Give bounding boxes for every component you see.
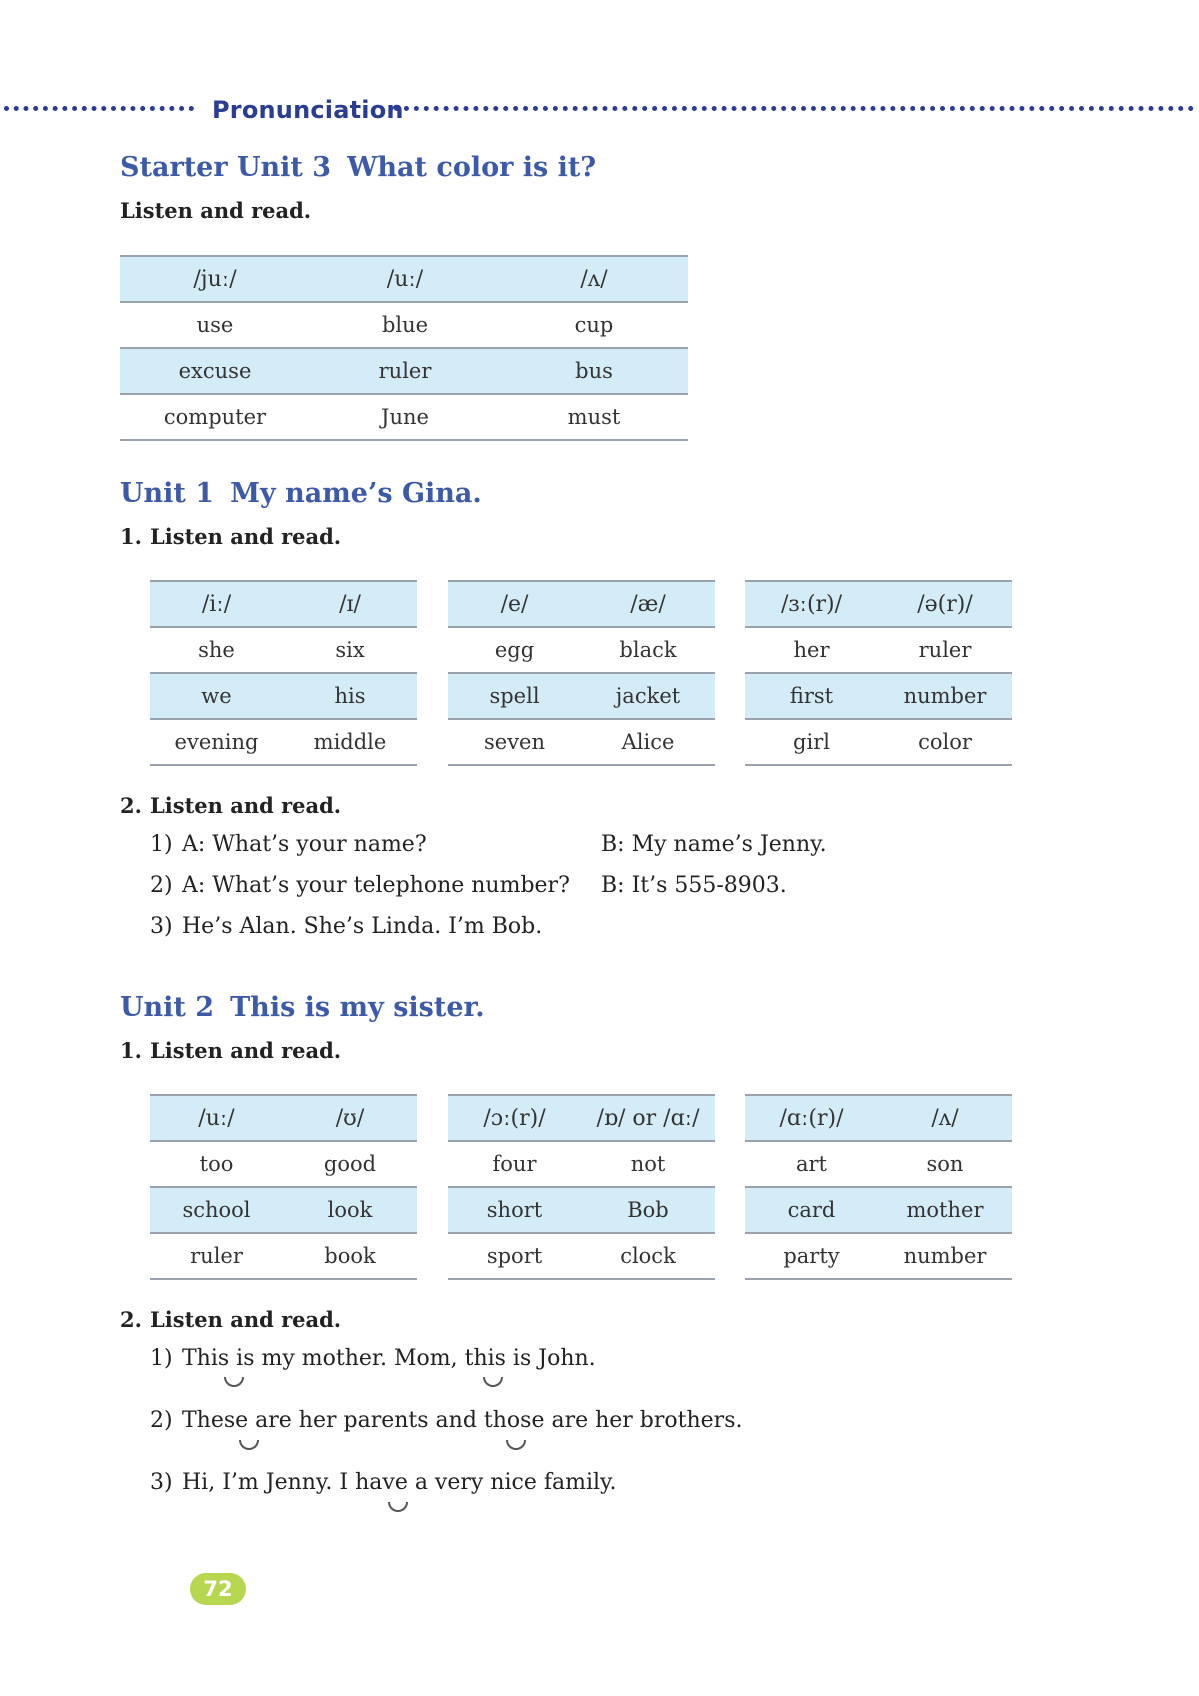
table-cell: first (745, 673, 878, 719)
exercise-number: 1. (120, 524, 142, 549)
dialogue-line-1 (150, 832, 427, 857)
dialogue-line-2-b: B: It’s 555-8903. (601, 873, 787, 898)
table-cell: look (283, 1187, 417, 1233)
table-cell: girl (745, 719, 878, 765)
unit-subtitle: What color is it? (347, 152, 597, 183)
table-header: /ʊ/ (283, 1095, 417, 1141)
exercise-number: 1. (120, 1038, 142, 1063)
starter-sound-table (120, 255, 688, 441)
linking-mark (224, 1377, 244, 1387)
table-cell: party (745, 1233, 878, 1279)
unit-subtitle: This is my sister. (230, 992, 485, 1023)
unit1-table-2 (448, 580, 715, 766)
line-number: 2) (150, 1408, 173, 1433)
line-number: 1) (150, 1346, 173, 1371)
sentence-line-2 (150, 1408, 742, 1433)
exercise-number: 2. (120, 793, 142, 818)
unit1-table-1 (150, 580, 417, 766)
unit2-ex1-instruction (120, 1038, 341, 1063)
table-header: /juː/ (120, 256, 310, 302)
table-cell: school (150, 1187, 283, 1233)
starter-instruction: Listen and read. (120, 198, 312, 223)
line-number: 3) (150, 1470, 173, 1495)
sentence-line-1 (150, 1346, 596, 1371)
table-cell: book (283, 1233, 417, 1279)
exercise-number: 2. (120, 1307, 142, 1332)
table-cell: four (448, 1141, 581, 1187)
unit1-ex1-instruction (120, 524, 341, 549)
table-cell: June (310, 394, 500, 440)
dialogue-line-1-b: B: My name’s Jenny. (601, 832, 827, 857)
line-text: Hi, I’m Jenny. I have a very nice family. (182, 1470, 617, 1495)
speaker-a-text: A: What’s your name? (182, 832, 427, 857)
unit2-table-2 (448, 1094, 715, 1280)
table-cell: Alice (581, 719, 715, 765)
starter-unit3-title (120, 152, 596, 183)
line-number: 2) (150, 873, 173, 898)
table-cell: her (745, 627, 878, 673)
linking-mark (388, 1502, 408, 1512)
table-header: /ʌ/ (500, 256, 688, 302)
table-cell: bus (500, 348, 688, 394)
line-text: This is my mother. Mom, this is John. (182, 1346, 596, 1371)
table-cell: egg (448, 627, 581, 673)
header-dots-right (394, 106, 1194, 111)
table-header: /iː/ (150, 581, 283, 627)
table-header: /ʌ/ (878, 1095, 1012, 1141)
unit1-title (120, 478, 482, 509)
table-cell: jacket (581, 673, 715, 719)
table-cell: cup (500, 302, 688, 348)
unit-label: Unit 2 (120, 992, 215, 1023)
exercise-label: Listen and read. (150, 524, 342, 549)
dialogue-line-3 (150, 914, 542, 939)
table-cell: blue (310, 302, 500, 348)
table-cell: she (150, 627, 283, 673)
unit2-table-1 (150, 1094, 417, 1280)
table-header: /ɪ/ (283, 581, 417, 627)
table-cell: middle (283, 719, 417, 765)
page-number-badge: 72 (190, 1573, 246, 1605)
unit2-table-3 (745, 1094, 1012, 1280)
line-number: 3) (150, 914, 173, 939)
table-cell: mother (878, 1187, 1012, 1233)
table-header: /ə(r)/ (878, 581, 1012, 627)
section-title: Pronunciation (212, 96, 404, 124)
table-cell: must (500, 394, 688, 440)
table-cell: ruler (878, 627, 1012, 673)
exercise-label: Listen and read. (150, 793, 342, 818)
table-header: /ɑː(r)/ (745, 1095, 878, 1141)
table-cell: number (878, 673, 1012, 719)
table-cell: six (283, 627, 417, 673)
dialogue-line-2 (150, 873, 570, 898)
table-cell: short (448, 1187, 581, 1233)
table-cell: we (150, 673, 283, 719)
table-cell: too (150, 1141, 283, 1187)
unit-label: Unit 1 (120, 478, 215, 509)
table-cell: not (581, 1141, 715, 1187)
table-cell: evening (150, 719, 283, 765)
table-cell: number (878, 1233, 1012, 1279)
linking-mark (239, 1440, 259, 1450)
exercise-label: Listen and read. (150, 1307, 342, 1332)
table-cell: sport (448, 1233, 581, 1279)
table-cell: ruler (150, 1233, 283, 1279)
unit1-ex2-instruction (120, 793, 341, 818)
table-cell: good (283, 1141, 417, 1187)
table-cell: spell (448, 673, 581, 719)
table-header: /uː/ (310, 256, 500, 302)
line-number: 1) (150, 832, 173, 857)
line-text: He’s Alan. She’s Linda. I’m Bob. (182, 914, 543, 939)
table-cell: black (581, 627, 715, 673)
table-header: /e/ (448, 581, 581, 627)
unit-label: Starter Unit 3 (120, 152, 332, 183)
table-cell: son (878, 1141, 1012, 1187)
table-header: /ɒ/ or /ɑː/ (581, 1095, 715, 1141)
table-header: /æ/ (581, 581, 715, 627)
speaker-a-text: A: What’s your telephone number? (182, 873, 570, 898)
table-cell: color (878, 719, 1012, 765)
table-cell: his (283, 673, 417, 719)
table-cell: ruler (310, 348, 500, 394)
table-cell: use (120, 302, 310, 348)
table-cell: seven (448, 719, 581, 765)
table-cell: clock (581, 1233, 715, 1279)
linking-mark (483, 1377, 503, 1387)
sentence-line-3 (150, 1470, 617, 1495)
table-header: /ɔː(r)/ (448, 1095, 581, 1141)
unit2-ex2-instruction (120, 1307, 341, 1332)
line-text: These are her parents and those are her brothers. (182, 1408, 743, 1433)
unit-subtitle: My name’s Gina. (230, 478, 482, 509)
exercise-label: Listen and read. (150, 1038, 342, 1063)
table-cell: card (745, 1187, 878, 1233)
header-dots-left (4, 106, 194, 111)
linking-mark (506, 1440, 526, 1450)
table-cell: computer (120, 394, 310, 440)
unit2-title (120, 992, 485, 1023)
table-cell: Bob (581, 1187, 715, 1233)
unit1-table-3 (745, 580, 1012, 766)
table-header: /ɜː(r)/ (745, 581, 878, 627)
table-cell: excuse (120, 348, 310, 394)
table-cell: art (745, 1141, 878, 1187)
table-header: /uː/ (150, 1095, 283, 1141)
